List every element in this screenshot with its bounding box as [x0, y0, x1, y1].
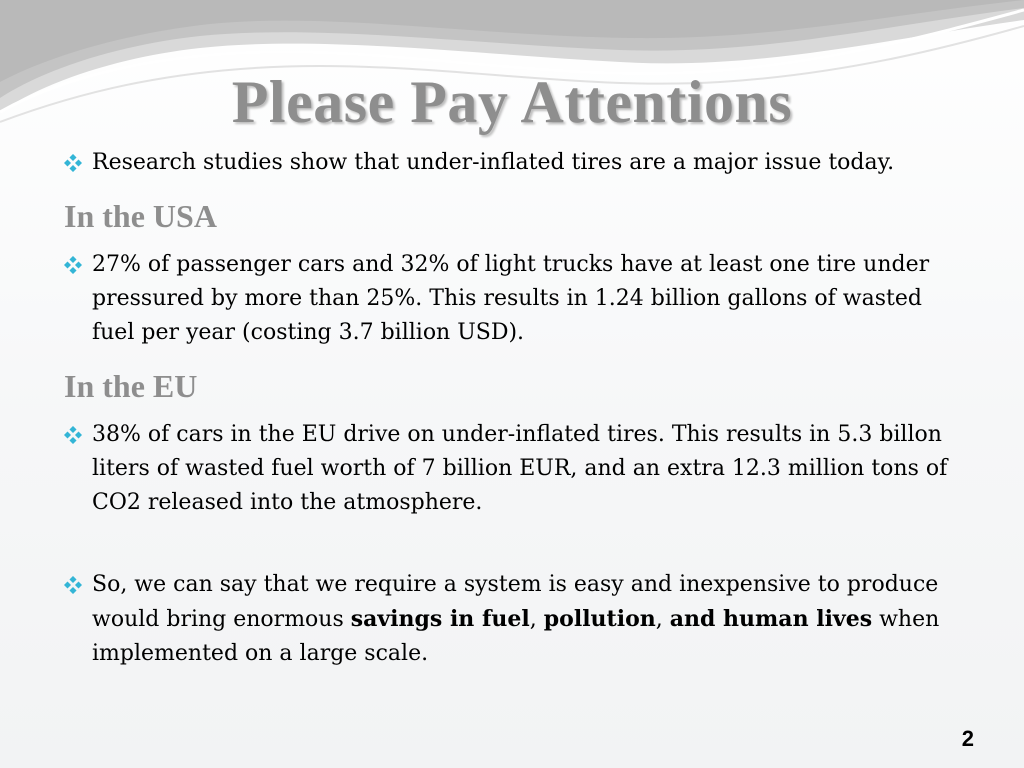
conclusion-text-part1: So, we can say that we require a system is easy and inexpensive to produce would bring enormous	[92, 572, 939, 632]
bullet-intro	[64, 146, 964, 180]
conclusion-separator-1: ,	[529, 607, 544, 632]
four-diamond-bullet-icon	[64, 576, 82, 594]
bullet-conclusion	[64, 568, 964, 671]
four-diamond-bullet-icon	[64, 154, 82, 172]
bullet-eu	[64, 418, 964, 520]
conclusion-emphasis-fuel: savings in fuel	[350, 606, 530, 632]
conclusion-separator-2: ,	[655, 607, 670, 632]
slide-content	[64, 142, 964, 671]
heading-usa: In the USA	[64, 198, 217, 234]
heading-eu: In the EU	[64, 368, 198, 404]
bullet-intro-text: Research studies show that under-inflated tires are a major issue today.	[92, 150, 895, 175]
page-number: 2	[961, 726, 974, 751]
conclusion-emphasis-pollution: pollution	[543, 606, 656, 632]
bullet-usa	[64, 248, 964, 350]
bullet-usa-text: 27% of passenger cars and 32% of light trucks have at least one tire under pressured by more than 25%. This results in 1.24 billion gallons of wasted fuel per year (costing 3.7 billion USD).	[92, 252, 930, 345]
conclusion-text-part2: when implemented on a large scale.	[92, 607, 940, 666]
four-diamond-bullet-icon	[64, 426, 82, 444]
bullet-eu-text: 38% of cars in the EU drive on under-inflated tires. This results in 5.3 billon liters of wasted fuel worth of 7 billion EUR, and an extra 12.3 million tons of CO2 released into the atmosphere.	[92, 422, 948, 515]
slide-title: Please Pay Attentions	[231, 69, 793, 135]
conclusion-emphasis-lives: and human lives	[669, 606, 873, 632]
four-diamond-bullet-icon	[64, 256, 82, 274]
